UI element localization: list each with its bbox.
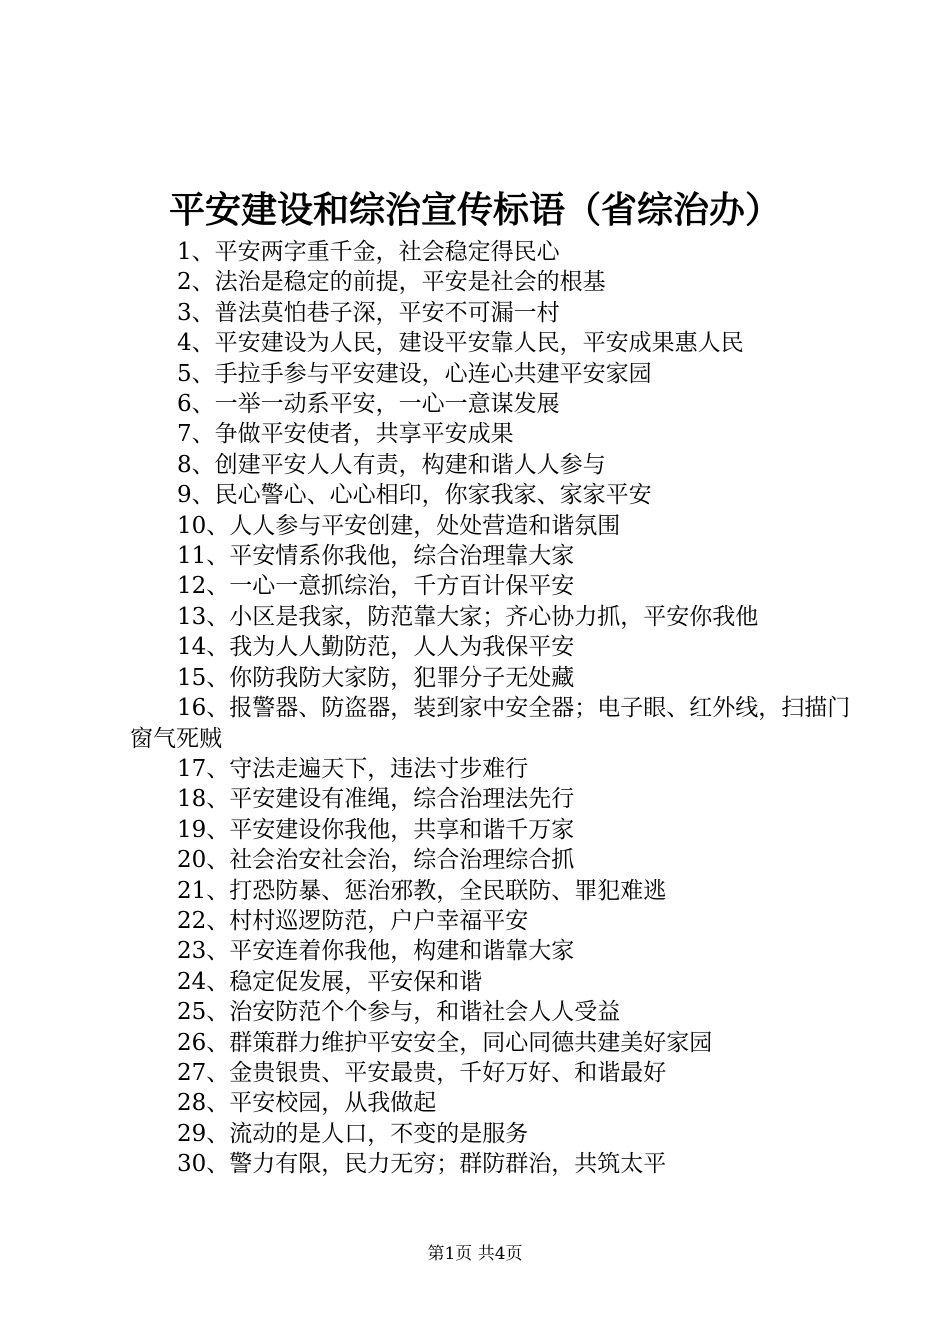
slogan-item: 15、你防我防大家防，犯罪分子无处藏: [177, 664, 575, 691]
slogan-item: 1、平安两字重千金，社会稳定得民心: [177, 239, 560, 265]
slogan-item: 10、人人参与平安创建，处处营造和谐氛围: [177, 512, 621, 539]
slogan-item: 7、争做平安使者，共享平安成果: [177, 421, 514, 448]
slogan-item: 13、小区是我家，防范靠大家；齐心协力抓，平安你我他: [177, 603, 759, 630]
slogan-item: 26、群策群力维护平安安全，同心同德共建美好家园: [177, 1029, 713, 1056]
slogan-item: 5、手拉手参与平安建设，心连心共建平安家园: [177, 360, 652, 387]
page-number-footer: 第1页 共4页: [427, 1244, 523, 1264]
slogan-item: 6、一举一动系平安，一心一意谋发展: [177, 391, 560, 418]
slogan-item: 20、社会治安社会治，综合治理综合抓: [177, 847, 575, 874]
slogan-item: 21、打恐防暴、惩治邪教，全民联防、罪犯难逃: [177, 877, 667, 904]
slogan-list: [130, 237, 860, 1180]
slogan-item: 14、我为人人勤防范，人人为我保平安: [177, 634, 575, 661]
slogan-item: 2、法治是稳定的前提，平安是社会的根基: [177, 269, 606, 296]
slogan-item: 11、平安情系你我他，综合治理靠大家: [177, 543, 575, 570]
slogan-item: 28、平安校园，从我做起: [177, 1090, 437, 1117]
slogan-item: 9、民心警心、心心相印，你家我家、家家平安: [177, 482, 652, 509]
slogan-item: 3、普法莫怕巷子深，平安不可漏一村: [177, 299, 560, 326]
slogan-item: 18、平安建设有准绳，综合治理法先行: [177, 786, 575, 813]
slogan-item: 30、警力有限，民力无穷；群防群治，共筑太平: [177, 1151, 667, 1178]
slogan-item: 12、一心一意抓综治，千方百计保平安: [177, 573, 575, 600]
slogan-item: 27、金贵银贵、平安最贵，千好万好、和谐最好: [177, 1059, 667, 1086]
slogan-item: 4、平安建设为人民，建设平安靠人民，平安成果惠人民: [177, 330, 744, 357]
slogan-item: 19、平安建设你我他，共享和谐千万家: [177, 816, 575, 843]
document-title: 平安建设和综治宣传标语（省综治办）: [168, 189, 781, 231]
slogan-item: 24、稳定促发展，平安保和谐: [177, 968, 483, 995]
slogan-item: 29、流动的是人口，不变的是服务: [177, 1120, 529, 1147]
slogan-item: 25、治安防范个个参与，和谐社会人人受益: [177, 999, 621, 1026]
slogan-item: 17、守法走遍天下，违法寸步难行: [177, 755, 529, 782]
slogan-item: 16、报警器、防盗器，装到家中安全器；电子眼、红外线，扫描门窗气死贼: [130, 695, 851, 752]
slogan-item: 8、创建平安人人有责，构建和谐人人参与: [177, 451, 606, 478]
slogan-item: 22、村村巡逻防范，户户幸福平安: [177, 907, 529, 934]
slogan-item: 23、平安连着你我他，构建和谐靠大家: [177, 938, 575, 965]
